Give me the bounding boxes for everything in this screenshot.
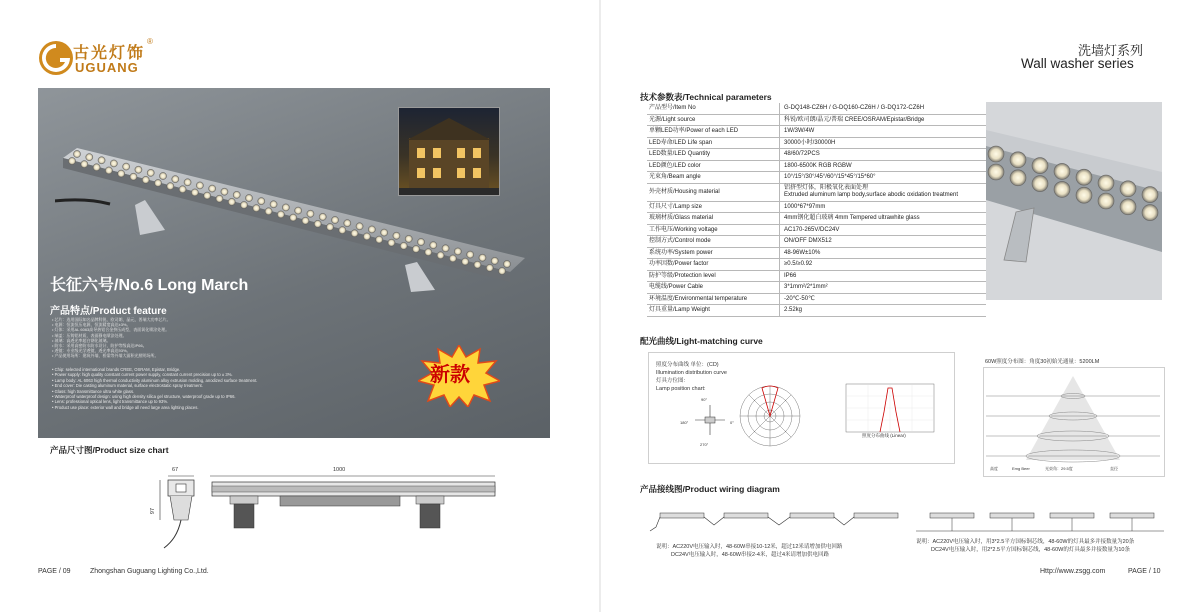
spec-row — [647, 137, 986, 149]
spec-row — [647, 305, 986, 317]
spec-key: LED颜色/LED color — [647, 160, 780, 172]
feature-en-item: • Lens: professional optical lens, light transmittance up to 93%. — [52, 399, 169, 405]
led-lens — [363, 233, 370, 240]
spec-key: 系统功率/System power — [647, 247, 780, 259]
spec-value: 1000*67*97mm — [780, 201, 987, 213]
led-lens — [81, 161, 88, 168]
illumination-legend-line: 灯具方位图: — [656, 378, 686, 384]
led-lens — [405, 235, 412, 242]
led-lens — [376, 236, 383, 243]
led-lens — [356, 223, 363, 230]
spec-key: 单颗LED功率/Power of each LED — [647, 126, 780, 138]
spec-key: 产品型号/Item No — [647, 103, 780, 114]
wiring-diagram-heading: 产品接线图/Product wiring diagram — [640, 484, 780, 494]
led-lens — [270, 201, 277, 208]
led-lens — [442, 245, 449, 252]
width-dimension-label: 67 — [172, 467, 179, 473]
led-lens — [228, 198, 235, 205]
led-lens — [159, 172, 166, 179]
led-lens — [93, 164, 100, 171]
linear-distribution-chart — [840, 382, 936, 440]
led-lens — [400, 242, 407, 249]
technical-parameters-heading: 技术参数表/Technical parameters — [640, 92, 772, 102]
spec-row — [647, 114, 986, 126]
spec-row — [647, 160, 986, 172]
spec-key: LED数量/LED Quantity — [647, 149, 780, 161]
led-lens — [204, 192, 211, 199]
product-feature-list-en — [52, 367, 352, 410]
led-lens — [351, 230, 358, 237]
left-page-number: PAGE / 09 — [38, 568, 71, 575]
spec-row — [647, 172, 986, 184]
led-lens — [130, 173, 137, 180]
led-lens — [479, 254, 486, 261]
illumination-legend-line: Lamp position chart: — [656, 386, 706, 392]
led-lens — [282, 204, 289, 211]
light-curve-heading: 配光曲线/Light-matching curve — [640, 336, 763, 346]
product-size-drawing — [130, 462, 500, 562]
cone-diagram-title: 60W照度分布图：角度30初始光通量：5200LM — [985, 359, 1100, 365]
length-dimension-label: 1000 — [333, 467, 346, 473]
led-lens — [437, 252, 444, 259]
spec-row — [647, 270, 986, 282]
building-night-photo — [398, 107, 500, 196]
led-lens — [1120, 181, 1136, 197]
new-product-badge-text: 新款 — [430, 362, 470, 386]
right-page-number: PAGE / 10 — [1128, 568, 1161, 575]
led-lens — [86, 154, 93, 161]
led-lens — [454, 248, 461, 255]
led-lens — [331, 216, 338, 223]
spec-value: 2.52kg — [780, 305, 987, 317]
spec-row — [647, 126, 986, 138]
spec-value: 1800-6500K RGB RGBW — [780, 160, 987, 172]
spec-key: 灯具重量/Lamp Weight — [647, 305, 780, 317]
feature-en-item: • Power supply: high quality constant current power supply, constant current precision up to ± 3%. — [52, 372, 233, 378]
led-lens — [326, 223, 333, 230]
led-lens — [196, 182, 203, 189]
cone-beam-label: Emg Beer — [1012, 466, 1030, 471]
feature-cn-item: • 灯体：采用AL 6063高导热铝合金挤压成型，表面氧化喷涂处理。 — [52, 327, 170, 333]
led-lens — [142, 176, 149, 183]
led-lens — [449, 255, 456, 262]
brand-registered-mark: ® — [147, 37, 153, 46]
lamp-position-diagram — [690, 400, 730, 440]
led-lens — [307, 210, 314, 217]
polar-distribution-chart — [738, 384, 802, 448]
led-lens — [1032, 158, 1048, 174]
spec-key: 光源/Light source — [647, 114, 780, 126]
led-lens — [988, 146, 1004, 162]
feature-en-item: • Chip: selected international brands CREE, OSRAM, Epistar, Bridge. — [52, 367, 181, 372]
cone-height-label: 高度 — [990, 466, 998, 471]
spec-row — [647, 213, 986, 225]
led-lens — [417, 238, 424, 245]
led-lens — [73, 150, 80, 157]
spec-key: 光束角/Beam angle — [647, 172, 780, 184]
led-lens — [123, 163, 130, 170]
spec-row — [647, 103, 986, 114]
spec-value: ON/OFF DMX512 — [780, 236, 987, 248]
feature-cn-item: • 防水：采用高密防水防水设计，防护等级高达IP66。 — [52, 343, 147, 349]
wiring-note-line: 说明：AC220V电压输入时，48-60W串接10-12米，超过12米请增加供电回路 — [656, 544, 843, 550]
spec-key: 功率因数/Power factor — [647, 259, 780, 271]
led-lens — [1010, 152, 1026, 168]
led-lens — [368, 226, 375, 233]
feature-en-item: • Glass: high transmittance ultra white glass. — [52, 388, 135, 394]
led-lens — [393, 232, 400, 239]
spec-value — [780, 183, 987, 201]
led-lens — [314, 220, 321, 227]
cone-angle-label: 光束角：29.5度 — [1045, 466, 1073, 471]
led-lens — [172, 176, 179, 183]
led-lens — [486, 264, 493, 271]
led-lens — [498, 267, 505, 274]
led-lens — [154, 179, 161, 186]
linear-curve-label: 照度分布曲线 (Linear) — [862, 433, 906, 438]
parallel-wiring-note — [916, 538, 1134, 554]
led-lens — [430, 242, 437, 249]
wiring-note-line: DC24V电压输入时，48-60W串接2-4米，超过4米请增加供电回路 — [671, 552, 829, 558]
series-wiring-note — [656, 543, 842, 559]
led-lens — [344, 220, 351, 227]
led-lens — [1076, 169, 1092, 185]
spec-value: G-DQ148-CZ6H / G-DQ160-CZ6H / G-DQ172-CZ6H — [780, 103, 987, 114]
led-lens — [209, 185, 216, 192]
spec-key: 外壳材质/Housing material — [647, 183, 780, 201]
led-lens — [381, 229, 388, 236]
product-closeup-photo — [986, 102, 1162, 300]
product-title: 长征六号/No.6 Long March — [50, 277, 249, 294]
angle-label-0: 0° — [730, 420, 734, 425]
website-url: Http://www.zsgg.com — [1040, 568, 1106, 575]
series-title-cn: 洗墙灯系列 — [1078, 43, 1144, 58]
cone-illuminance-diagram — [986, 370, 1160, 466]
led-lens — [290, 214, 297, 221]
led-lens — [191, 189, 198, 196]
led-lens — [179, 186, 186, 193]
spec-value: 1W/3W/4W — [780, 126, 987, 138]
product-feature-list-cn — [52, 317, 302, 359]
spec-value: 10°/15°/30°/45°/60°/15*45°/15*60° — [780, 172, 987, 184]
spec-value-line: Extruded aluminum lamp body,surface abodic oxidation treatment — [784, 192, 958, 198]
spec-value: 48-96W±10% — [780, 247, 987, 259]
led-lens — [245, 194, 252, 201]
led-lens — [412, 245, 419, 252]
height-dimension-label: 97 — [150, 507, 157, 515]
spec-key: 灯具尺寸/Lamp size — [647, 201, 780, 213]
led-lens — [216, 195, 223, 202]
spec-value-line: 铝挤型灯体，阳极氧化表面处理 — [784, 185, 869, 191]
company-name: Zhongshan Guguang Lighting Co.,Ltd. — [90, 568, 209, 575]
led-lens — [184, 179, 191, 186]
technical-parameters-table — [647, 103, 986, 317]
series-title-en: Wall washer series — [1021, 56, 1134, 71]
spec-value: 48/60/72PCS — [780, 149, 987, 161]
spec-row — [647, 247, 986, 259]
led-lens — [462, 258, 469, 265]
led-lens — [1032, 176, 1048, 192]
wiring-note-line: DC24V电压输入时，用2*2.5平方国标铜芯线，48-60W的灯具最多并接数量为10条 — [931, 547, 1130, 553]
spec-value: ≥0.5/≥0.92 — [780, 259, 987, 271]
led-lens — [233, 191, 240, 198]
led-lens — [474, 261, 481, 268]
feature-cn-item: • 玻璃：高透光率超白钢化玻璃。 — [52, 337, 111, 343]
feature-cn-item: • 芯片：选用国际知名品牌科锐、欧司朗、晶元、普瑞大功率芯片。 — [52, 317, 171, 322]
spec-key: 环境温度/Environmental temperature — [647, 293, 780, 305]
led-lens — [491, 257, 498, 264]
led-lens — [1098, 193, 1114, 209]
product-feature-heading: 产品特点/Product feature — [50, 306, 167, 317]
led-lens — [1120, 199, 1136, 215]
angle-label-90: 90° — [701, 397, 708, 402]
led-lens — [503, 260, 510, 267]
spec-value: 科锐/欧司朗/晶元/普瑞 CREE/OSRAM/Epistar/Bridge — [780, 114, 987, 126]
led-lens — [68, 157, 75, 164]
led-lens — [221, 188, 228, 195]
led-lens — [135, 166, 142, 173]
spec-row — [647, 259, 986, 271]
led-lens — [1142, 205, 1158, 221]
led-lens — [1010, 170, 1026, 186]
led-lens — [425, 249, 432, 256]
feature-en-item: • Lamp body: AL 6063 high thermal conductivity aluminum alloy extrusion molding, anodized surface treatment. — [52, 377, 258, 383]
led-lens — [319, 213, 326, 220]
spec-value: -20℃-50℃ — [780, 293, 987, 305]
spec-row — [647, 236, 986, 248]
spec-key: 电缆线/Power Cable — [647, 282, 780, 294]
illumination-legend-line: 照度分布曲线 单位：(CD) — [656, 362, 719, 368]
led-lens — [339, 227, 346, 234]
spec-key: 工作电压/Working voltage — [647, 224, 780, 236]
spec-row — [647, 224, 986, 236]
led-lens — [265, 208, 272, 215]
feature-cn-item: • 电源：恒流恒压电源，恒流精度高达±3%。 — [52, 322, 131, 328]
spec-row — [647, 201, 986, 213]
spec-key: LED寿命/LED Life span — [647, 137, 780, 149]
series-wiring-diagram — [648, 503, 908, 537]
led-lens — [467, 251, 474, 258]
brand-name-cn: 古光灯饰 — [73, 45, 146, 62]
illumination-legend — [656, 361, 727, 393]
led-lens — [1054, 163, 1070, 179]
cone-diameter-label: 直径 — [1110, 466, 1118, 471]
spec-key: 防护等级/Protection level — [647, 270, 780, 282]
brand-name-en: UGUANG — [75, 60, 139, 75]
size-chart-heading: 产品尺寸图/Product size chart — [50, 445, 169, 455]
led-lens — [167, 183, 174, 190]
spec-key: 控制方式/Control mode — [647, 236, 780, 248]
led-lens — [1098, 175, 1114, 191]
spec-value: 30000小时/30000H — [780, 137, 987, 149]
led-lens — [277, 211, 284, 218]
angle-label-270: 270° — [700, 442, 709, 447]
led-lens — [1076, 187, 1092, 203]
spec-value: 3*1mm²/2*1mm² — [780, 282, 987, 294]
led-lens — [295, 207, 302, 214]
spec-value: IP66 — [780, 270, 987, 282]
feature-en-item: • Waterproof waterproof design: using high density silica gel structure, waterproof grade up to IP66. — [52, 394, 236, 400]
wiring-note-line: 说明：AC220V电压输入时，用3*2.5平方国标铜芯线，48-60W的灯具最多并接数量为20条 — [916, 539, 1135, 545]
led-lens — [110, 160, 117, 167]
led-lens — [1142, 187, 1158, 203]
led-lens — [253, 205, 260, 212]
feature-cn-item: • 产品使用场所：建筑外墙，桥梁等外墙大面积光照明场所。 — [52, 353, 159, 359]
feature-en-item: • Product use place: exterior wall and bridge all need large area lighting places. — [52, 404, 199, 410]
led-lens — [118, 170, 125, 177]
feature-cn-item: • 端盖：压铸铝材质，表面静电喷涂处理。 — [52, 332, 127, 338]
spec-key: 玻璃材质/Glass material — [647, 213, 780, 225]
spec-value: 4mm钢化超白玻璃 4mm Tempered ultrawhite glass — [780, 213, 987, 225]
spec-row — [647, 282, 986, 294]
spec-row — [647, 149, 986, 161]
led-lens — [105, 167, 112, 174]
led-lens — [302, 217, 309, 224]
spec-row — [647, 183, 986, 201]
led-lens — [1054, 181, 1070, 197]
led-lens — [98, 157, 105, 164]
angle-label-180: 180° — [680, 420, 689, 425]
illumination-legend-line: Illumination distribution curve — [656, 370, 727, 376]
feature-cn-item: • 透镜：专业级光学透镜，透光率高达93%。 — [52, 348, 131, 354]
spec-value: AC170-265V/DC24V — [780, 224, 987, 236]
led-lens — [988, 164, 1004, 180]
parallel-wiring-diagram — [916, 503, 1166, 537]
led-lens — [258, 198, 265, 205]
page-divider — [599, 0, 601, 612]
led-lens — [388, 239, 395, 246]
feature-en-item: • End cover: Die casting aluminum material, surface electrostatic spray treatment. — [52, 383, 203, 389]
led-lens — [240, 201, 247, 208]
led-lens — [147, 169, 154, 176]
spec-row — [647, 293, 986, 305]
